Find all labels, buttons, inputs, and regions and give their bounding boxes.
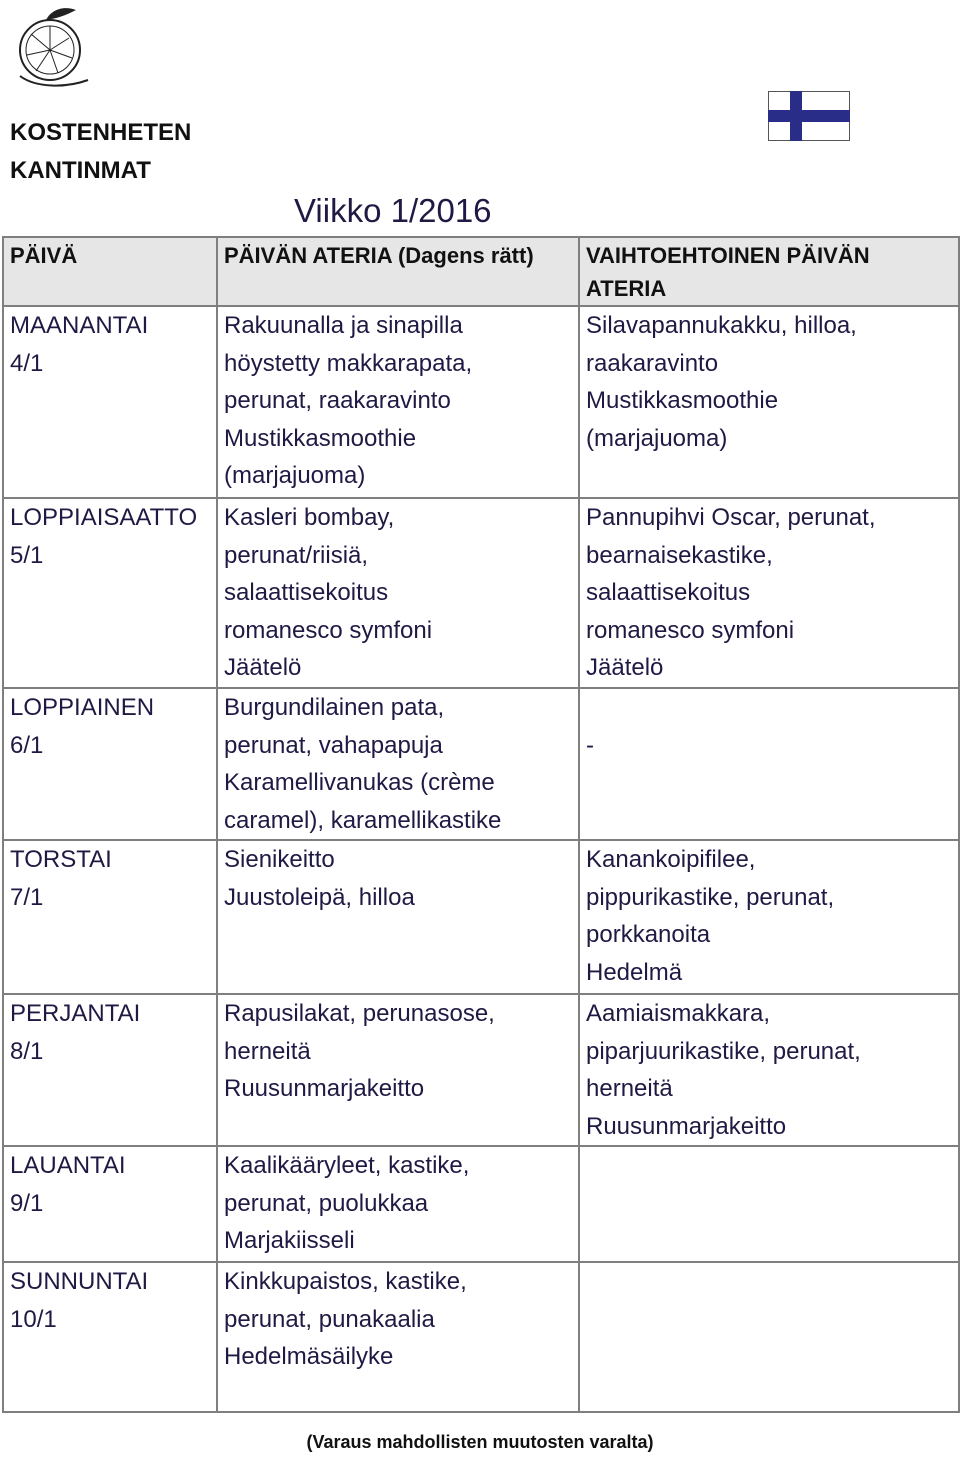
table-row bbox=[3, 1262, 959, 1412]
meal-line: pippurikastike, perunat, bbox=[586, 883, 835, 911]
alternative-meal-cell bbox=[579, 306, 959, 498]
main-meal-cell bbox=[217, 498, 579, 688]
day-cell bbox=[3, 994, 217, 1146]
meal-line: höystetty makkarapata, bbox=[224, 349, 473, 377]
meal-line: perunat, vahapapuja bbox=[224, 731, 443, 759]
day-date: 6/1 bbox=[10, 731, 44, 759]
meal-line: Kasleri bombay, bbox=[224, 504, 395, 531]
meal-line: Kinkkupaistos, kastike, bbox=[224, 1268, 467, 1295]
day-name: LOPPIAISAATTO bbox=[10, 504, 198, 531]
meal-line: Marjakiisseli bbox=[224, 1227, 355, 1254]
table-row bbox=[3, 306, 959, 498]
meal-line: Silavapannukakku, hilloa, bbox=[586, 312, 857, 339]
alternative-meal-cell bbox=[579, 498, 959, 688]
meal-line: porkkanoita bbox=[586, 921, 711, 948]
day-name: PERJANTAI bbox=[10, 1000, 141, 1027]
meal-line: herneitä bbox=[224, 1037, 311, 1065]
main-meal-cell bbox=[217, 306, 579, 498]
meal-line: Pannupihvi Oscar, perunat, bbox=[586, 504, 876, 531]
meal-line: Burgundilainen pata, bbox=[224, 694, 445, 721]
orange-fruit-drawing-icon bbox=[6, 2, 96, 92]
meal-line: perunat, punakaalia bbox=[224, 1305, 435, 1333]
meal-line: romanesco symfoni bbox=[224, 616, 433, 644]
day-cell bbox=[3, 498, 217, 688]
meal-line: perunat/riisiä, bbox=[224, 541, 369, 569]
day-cell bbox=[3, 1146, 217, 1262]
meal-line: Hedelmäsäilyke bbox=[224, 1343, 394, 1370]
day-cell bbox=[3, 688, 217, 840]
meal-line: bearnaisekastike, bbox=[586, 541, 773, 569]
meal-line: romanesco symfoni bbox=[586, 616, 795, 644]
day-name: TORSTAI bbox=[10, 846, 112, 873]
meal-line: perunat, puolukkaa bbox=[224, 1189, 429, 1217]
meal-line: perunat, raakaravinto bbox=[224, 387, 451, 414]
table-row bbox=[3, 1146, 959, 1262]
alternative-meal-cell bbox=[579, 840, 959, 994]
alternative-meal-cell bbox=[579, 1146, 959, 1262]
meal-line: Juustoleipä, hilloa bbox=[224, 883, 415, 911]
meal-line: herneitä bbox=[586, 1075, 673, 1102]
main-meal-cell bbox=[217, 840, 579, 994]
day-cell bbox=[3, 840, 217, 994]
meal-line: Ruusunmarjakeitto bbox=[224, 1075, 425, 1102]
main-meal-cell bbox=[217, 1146, 579, 1262]
organization-title bbox=[10, 114, 191, 190]
main-meal-cell bbox=[217, 688, 579, 840]
meal-line: salaattisekoitus bbox=[586, 579, 751, 606]
column-header-day: PÄIVÄ bbox=[3, 237, 217, 306]
main-meal-cell bbox=[217, 1262, 579, 1412]
meal-line: Karamellivanukas (crème bbox=[224, 769, 495, 796]
weekly-menu-table bbox=[2, 236, 960, 1413]
org-line-1: KOSTENHETEN bbox=[10, 119, 192, 146]
meal-line: Hedelmä bbox=[586, 958, 683, 986]
alternative-meal-cell bbox=[579, 994, 959, 1146]
meal-line bbox=[586, 689, 958, 727]
footer-note: (Varaus mahdollisten muutosten varalta) bbox=[306, 1432, 654, 1452]
meal-line: Sienikeitto bbox=[224, 846, 335, 873]
table-row bbox=[3, 994, 959, 1146]
meal-line: Aamiaismakkara, bbox=[586, 1000, 771, 1027]
week-title: Viikko 1/2016 bbox=[294, 192, 492, 229]
meal-line: Kanankoipifilee, bbox=[586, 846, 756, 873]
day-name: MAANANTAI bbox=[10, 312, 149, 339]
column-header-alternative: VAIHTOEHTOINEN PÄIVÄN ATERIA bbox=[579, 237, 959, 306]
day-date: 7/1 bbox=[10, 883, 44, 911]
day-name: SUNNUNTAI bbox=[10, 1268, 149, 1295]
day-cell bbox=[3, 1262, 217, 1412]
meal-line: (marjajuoma) bbox=[586, 424, 728, 452]
meal-line: Mustikkasmoothie bbox=[586, 387, 779, 414]
day-cell bbox=[3, 306, 217, 498]
day-name: LAUANTAI bbox=[10, 1152, 126, 1179]
day-date: 8/1 bbox=[10, 1037, 44, 1065]
meal-line: caramel), karamellikastike bbox=[224, 806, 502, 834]
meal-line: Ruusunmarjakeitto bbox=[586, 1112, 787, 1140]
menu-body bbox=[3, 306, 959, 1412]
meal-line: (marjajuoma) bbox=[224, 462, 366, 489]
table-row bbox=[3, 498, 959, 688]
day-date: 9/1 bbox=[10, 1189, 44, 1217]
meal-line: Rapusilakat, perunasose, bbox=[224, 1000, 495, 1027]
day-date: 10/1 bbox=[10, 1305, 57, 1333]
meal-line: Mustikkasmoothie bbox=[224, 424, 417, 452]
meal-line: Jäätelö bbox=[224, 654, 302, 681]
meal-line: Rakuunalla ja sinapilla bbox=[224, 312, 463, 339]
meal-line: Kaalikääryleet, kastike, bbox=[224, 1152, 470, 1179]
meal-line: raakaravinto bbox=[586, 349, 719, 377]
table-header-row bbox=[3, 237, 959, 306]
meal-line: piparjuurikastike, perunat, bbox=[586, 1037, 861, 1065]
meal-line: - bbox=[586, 731, 594, 759]
day-date: 4/1 bbox=[10, 349, 44, 377]
alternative-meal-cell bbox=[579, 1262, 959, 1412]
meal-line: Jäätelö bbox=[586, 654, 664, 681]
table-row bbox=[3, 688, 959, 840]
day-date: 5/1 bbox=[10, 541, 44, 569]
main-meal-cell bbox=[217, 994, 579, 1146]
day-name: LOPPIAINEN bbox=[10, 694, 155, 721]
org-line-2: KANTINMAT bbox=[10, 157, 151, 184]
alternative-meal-cell bbox=[579, 688, 959, 840]
meal-line: salaattisekoitus bbox=[224, 579, 389, 606]
finnish-flag-icon bbox=[768, 91, 850, 141]
table-row bbox=[3, 840, 959, 994]
column-header-main: PÄIVÄN ATERIA (Dagens rätt) bbox=[217, 237, 579, 306]
